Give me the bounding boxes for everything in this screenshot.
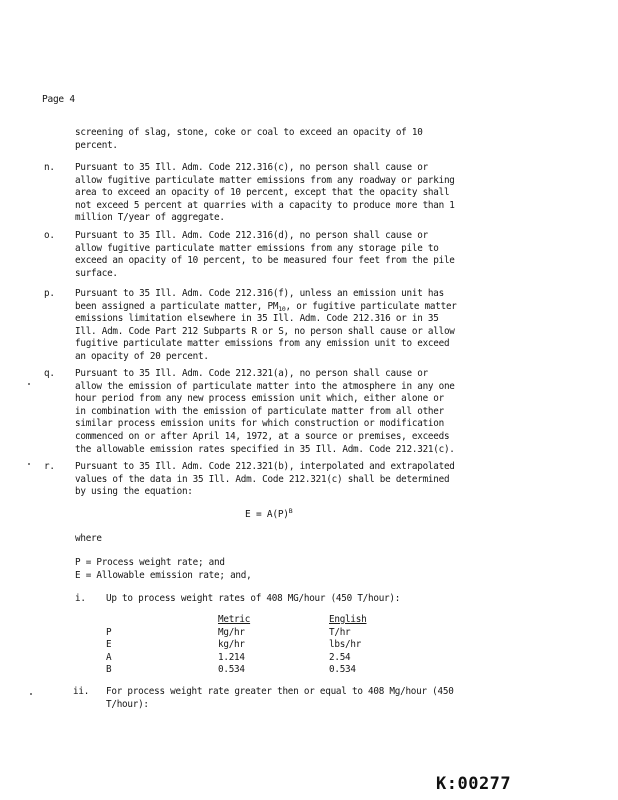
where-label: where [75,533,102,544]
table-cell: 0.534 [218,664,245,676]
text-line: Pursuant to 35 Ill. Adm. Code 212.321(b), interpolated and extrapolated [75,461,455,472]
table-cell: kg/hr [218,639,245,651]
table-header-cell [106,614,218,627]
coefficient-table [106,614,366,677]
text-line [75,301,457,314]
table-header-metric: Metric [218,614,251,625]
paragraph-p [75,288,457,364]
text-line: by using the equation: [75,486,193,498]
text-line: area to exceed an opacity of 10 percent, except that the opacity shall [75,187,450,199]
scan-speck [30,693,32,695]
table-header-row [106,614,366,627]
paragraph-letter-o: o. [44,230,55,241]
item-ii-text [106,686,454,711]
text-line: in combination with the emission of particulate matter from all other [75,405,444,417]
table-row [106,664,366,677]
text-line: allow fugitive particulate matter emissions from any storage pile to [75,242,439,254]
text-line: Pursuant to 35 Ill. Adm. Code 212.316(d), no person shall cause or [75,230,428,241]
paragraph-letter-q: q. [44,368,55,379]
text-line: For process weight rate greater then or equal to 408 Mg/hour (450 [106,686,454,697]
table-cell: lbs/hr [329,639,362,651]
equation-exponent: B [288,507,293,515]
text-line: not exceed 5 percent at quarries with a capacity to produce more than 1 [75,199,455,211]
text-segment: been assigned a particulate matter, PM [75,300,279,312]
table-row [106,639,366,652]
text-line: T/hour): [106,698,149,710]
table-cell: 2.54 [329,651,351,663]
text-line: values of the data in 35 Ill. Adm. Code 212.321(c) shall be determined [75,473,450,485]
text-line: million T/year of aggregate. [75,212,225,224]
table-cell: Mg/hr [218,626,245,638]
text-line: surface. [75,267,118,279]
table-cell: 1.214 [218,651,245,663]
text-line: emissions limitation elsewhere in 35 Ill. Adm. Code 212.316 or in 35 [75,313,439,325]
paragraph-letter-p: p. [44,288,55,299]
table-row [106,627,366,640]
pm-subscript: 10 [278,304,286,313]
table-cell: T/hr [329,626,351,638]
text-line: commenced on or after April 14, 1972, at a source or premises, exceeds [75,430,450,442]
text-line: allow fugitive particulate matter emissions from any roadway or parking [75,174,455,186]
item-numeral-i: i. [75,593,86,604]
text-line: Ill. Adm. Code Part 212 Subparts R or S, no person shall cause or allow [75,325,455,337]
text-line: percent. [75,139,118,151]
table-header-english: English [329,614,367,625]
paragraph-n [75,162,455,225]
table-cell: B [106,664,112,676]
text-line: fugitive particulate matter emissions from any emission unit to exceed [75,338,450,350]
text-line: allow the emission of particulate matter into the atmosphere in any one [75,380,455,392]
table-cell: E [106,639,112,651]
text-line: hour period from any new process emission unit which, either alone or [75,393,444,405]
text-line: screening of slag, stone, coke or coal to exceed an opacity of 10 [75,127,423,138]
text-line: exceed an opacity of 10 percent, to be measured four feet from the pile [75,255,455,267]
text-line: Pursuant to 35 Ill. Adm. Code 212.316(f), unless an emission unit has [75,288,444,299]
definition-e: E = Allowable emission rate; and, [75,569,252,581]
item-i-text: Up to process weight rates of 408 MG/hour (450 T/hour): [106,593,401,604]
text-segment: , or fugitive particulate matter [285,300,457,312]
item-numeral-ii: ii. [73,686,90,697]
text-line: Pursuant to 35 Ill. Adm. Code 212.316(c), no person shall cause or [75,162,428,173]
bates-stamp: K:00277 [436,774,512,794]
paragraph-r [75,461,455,499]
paragraph-letter-n: n. [44,162,55,173]
equation [245,509,292,522]
text-line: Pursuant to 35 Ill. Adm. Code 212.321(a), no person shall cause or [75,368,428,379]
definition-list [75,557,251,582]
paragraph-letter-r: r. [44,461,55,472]
table-row [106,652,366,665]
table-cell: P [106,626,112,638]
paragraph-o [75,230,455,280]
text-line: an opacity of 20 percent. [75,350,209,362]
scan-speck [28,383,30,385]
definition-p: P = Process weight rate; and [75,557,225,568]
equation-lhs: E = A(P) [245,509,289,520]
scan-speck [28,463,30,465]
text-line: the allowable emission rates specified in 35 Ill. Adm. Code 212.321(c). [75,443,455,455]
table-cell: A [106,651,112,663]
paragraph-q [75,368,455,456]
table-cell: 0.534 [329,664,356,676]
text-line: similar process emission units for which construction or modification [75,418,444,430]
page-label: Page 4 [42,94,75,105]
paragraph-continuation [75,127,423,152]
